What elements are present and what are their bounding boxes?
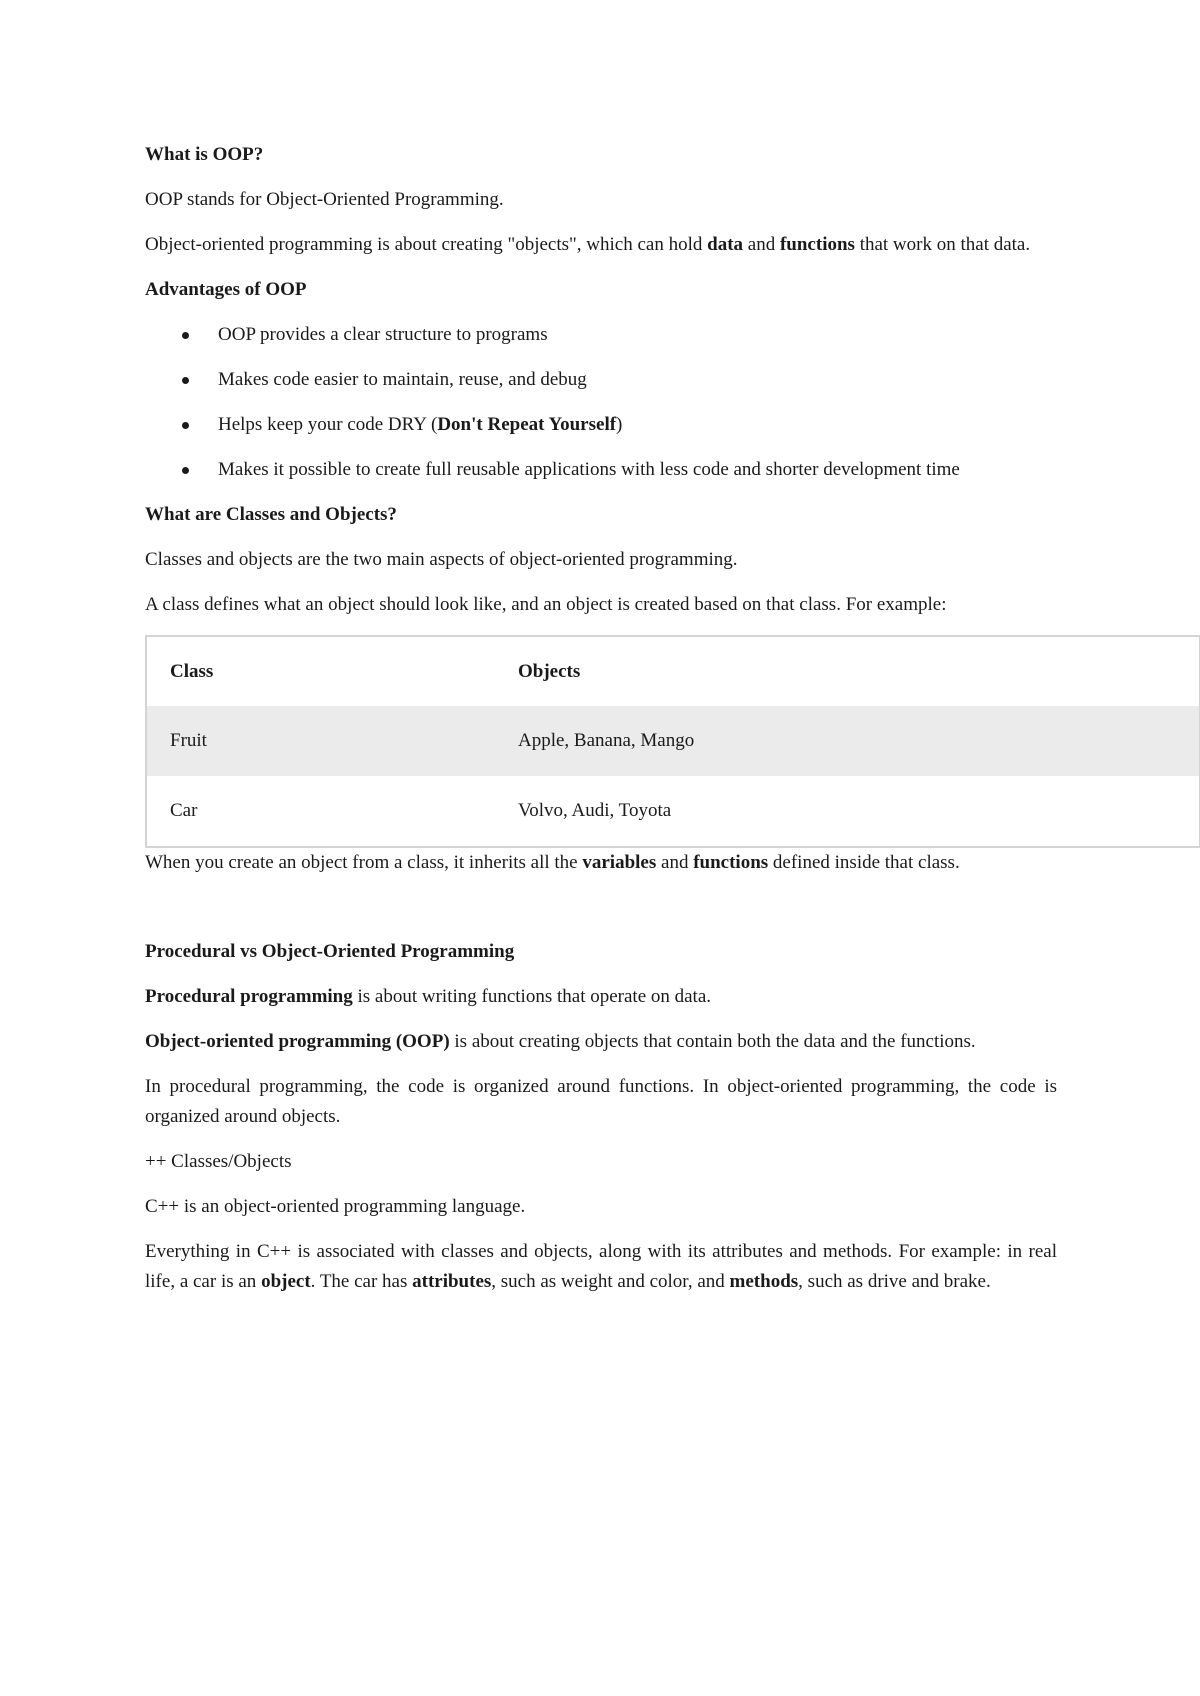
document-page	[145, 140, 1057, 1312]
list-item-text: Makes it possible to create full reusable applications with less code and shorter development time	[218, 459, 960, 480]
bold-functions: functions	[693, 852, 769, 873]
text-run: is about writing functions that operate on data.	[352, 986, 712, 1007]
table-cell: Volvo, Audi, Toyota	[518, 800, 672, 821]
table-header-objects: Objects	[518, 660, 581, 682]
table-header-class: Class	[170, 660, 214, 682]
text-run: that work on that data.	[854, 234, 1031, 255]
heading-procedural-vs-oop: Procedural vs Object-Oriented Programming	[145, 941, 515, 962]
paragraph-class-defines: A class defines what an object should look like, and an object is created based on that class. For example:	[145, 594, 947, 615]
text-run: , such as weight and color, and	[491, 1271, 730, 1292]
list-item-text: Helps keep your code DRY (	[218, 414, 438, 435]
paragraph-oop-definition	[145, 230, 1057, 260]
paragraph-classes-aspects: Classes and objects are the two main aspects of object-oriented programming.	[145, 549, 738, 570]
heading-advantages: Advantages of OOP	[145, 279, 307, 300]
text-run: and	[656, 852, 694, 873]
bold-attributes: attributes	[412, 1271, 492, 1292]
bold-object: object	[261, 1271, 311, 1292]
bold-procedural-programming: Procedural programming	[145, 986, 353, 1007]
class-objects-table	[145, 635, 1200, 848]
paragraph-classes-objects-title: ++ Classes/Objects	[145, 1151, 292, 1172]
text-run: When you create an object from a class, it inherits all the	[145, 852, 583, 873]
list-item-text: OOP provides a clear structure to programs	[218, 324, 548, 345]
heading-classes-objects: What are Classes and Objects?	[145, 504, 397, 525]
text-run: and	[743, 234, 780, 255]
bold-data: data	[707, 234, 744, 255]
text-run: )	[616, 414, 623, 435]
paragraph-procedural	[145, 982, 1057, 1012]
bold-methods: methods	[729, 1271, 799, 1292]
text-run: . The car has	[310, 1271, 413, 1292]
text-run: defined inside that class.	[768, 852, 960, 873]
bullet-icon	[182, 332, 189, 339]
bold-oop: Object-oriented programming (OOP)	[145, 1031, 450, 1052]
list-item	[145, 410, 1057, 440]
advantages-list	[145, 320, 1057, 485]
table-header-row	[147, 637, 1199, 706]
text-run: Everything in C++ is associated with classes and objects, along with its attributes and methods. For example: in real life, a car is an	[145, 1241, 1057, 1292]
bullet-icon	[182, 377, 189, 384]
spacer	[145, 893, 1057, 937]
text-run: Object-oriented programming is about creating "objects", which can hold	[145, 234, 708, 255]
paragraph-organized: In procedural programming, the code is organized around functions. In object-oriented programming, the code is organized around objects.	[145, 1076, 1057, 1127]
paragraph-inherits	[145, 848, 1057, 878]
paragraph-cpp-oop: C++ is an object-oriented programming language.	[145, 1196, 526, 1217]
text-run: is about creating objects that contain both the data and the functions.	[449, 1031, 976, 1052]
bullet-icon	[182, 422, 189, 429]
text-run: , such as drive and brake.	[798, 1271, 991, 1292]
bold-dont-repeat-yourself: Don't Repeat Yourself	[437, 414, 617, 435]
list-item	[145, 365, 1057, 395]
table-row	[147, 776, 1199, 846]
bold-functions: functions	[779, 234, 855, 255]
paragraph-oop-stands-for: OOP stands for Object-Oriented Programming.	[145, 189, 504, 210]
bullet-icon	[182, 467, 189, 474]
list-item	[145, 455, 1057, 485]
bold-variables: variables	[582, 852, 657, 873]
paragraph-everything-cpp	[145, 1237, 1057, 1297]
list-item	[145, 320, 1057, 350]
paragraph-oop-objects	[145, 1027, 1057, 1057]
table-cell: Apple, Banana, Mango	[495, 706, 1199, 776]
heading-what-is-oop: What is OOP?	[145, 144, 264, 165]
table-row	[147, 706, 1199, 776]
table-cell: Fruit	[147, 706, 495, 776]
table-cell: Car	[170, 800, 198, 821]
list-item-text: Makes code easier to maintain, reuse, and debug	[218, 369, 587, 390]
